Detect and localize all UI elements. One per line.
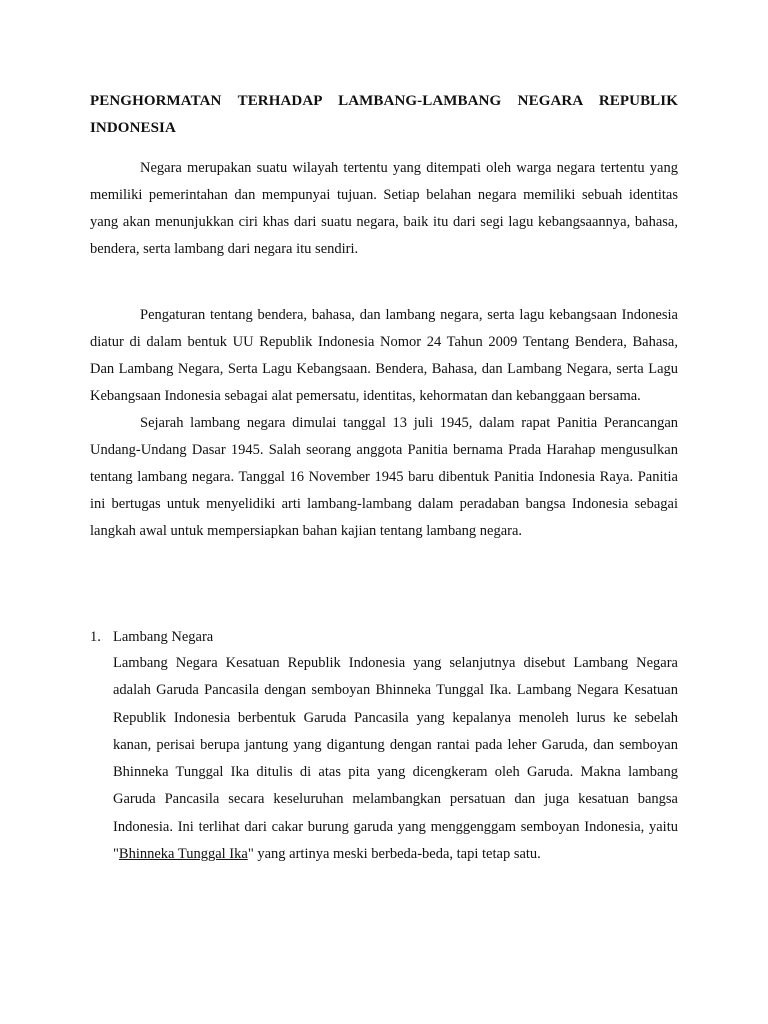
list-item-body [113, 650, 678, 868]
list-item-body-text: Lambang Negara Kesatuan Republik Indonesia yang selanjutnya disebut Lambang Negara adalah Garuda Pancasila dengan semboyan Bhinneka Tunggal Ika. Lambang Negara Kesatuan Republik Indonesia berbentuk Garuda Pancasila yang kepalanya menoleh lurus ke sebelah kanan, perisai berupa jantung yang digantung dengan rantai pada leher Garuda, dan semboyan Bhinneka Tunggal Ika ditulis di atas pita yang dicengkeram oleh Garuda. Makna lambang Garuda Pancasila secara keseluruhan melambangkan persatuan dan juga kesatuan bangsa Indonesia. Ini terlihat dari cakar burung garuda yang menggenggam semboyan Indonesia, yaitu " [113, 655, 678, 863]
document-title: PENGHORMATAN TERHADAP LAMBANG-LAMBANG NEGARA REPUBLIK INDONESIA [90, 93, 678, 136]
paragraph-regulation: Pengaturan tentang bendera, bahasa, dan lambang negara, serta lagu kebangsaan Indonesia diatur di dalam bentuk UU Republik Indonesia Nomor 24 Tahun 2009 Tentang Bendera, Bahasa, Dan Lambang Negara, Serta Lagu Kebangsaan. Bendera, Bahasa, dan Lambang Negara, serta Lagu Kebangsaan Indonesia sebagai alat pemersatu, identitas, kehormatan dan kebanggaan bersama. [90, 307, 678, 404]
list-item-number: 1. [90, 629, 101, 645]
paragraph-intro: Negara merupakan suatu wilayah tertentu yang ditempati oleh warga negara tertentu yang memiliki pemerintahan dan mempunyai tujuan. Setiap belahan negara memiliki sebuah identitas yang akan menunjukkan ciri khas dari suatu negara, baik itu dari segi lagu kebangsaannya, bahasa, bendera, serta lambang dari negara itu sendiri. [90, 160, 678, 257]
bhinneka-tunggal-ika-link[interactable]: Bhinneka Tunggal Ika [118, 846, 248, 863]
paragraph-history: Sejarah lambang negara dimulai tanggal 13 juli 1945, dalam rapat Panitia Perancangan Undang-Undang Dasar 1945. Salah seorang anggota Panitia bernama Prada Harahap mengusulkan tentang lambang negara. Tanggal 16 November 1945 baru dibentuk Panitia Indonesia Raya. Panitia ini bertugas untuk menyelidiki arti lambang-lambang dalam peradaban bangsa Indonesia sebagai langkah awal untuk mempersiapkan bahan kajian tentang lambang negara. [90, 415, 678, 539]
list-item-body-text-end: " yang artinya meski berbeda-beda, tapi tetap satu. [247, 846, 541, 863]
list-item-title: Lambang Negara [113, 629, 214, 645]
